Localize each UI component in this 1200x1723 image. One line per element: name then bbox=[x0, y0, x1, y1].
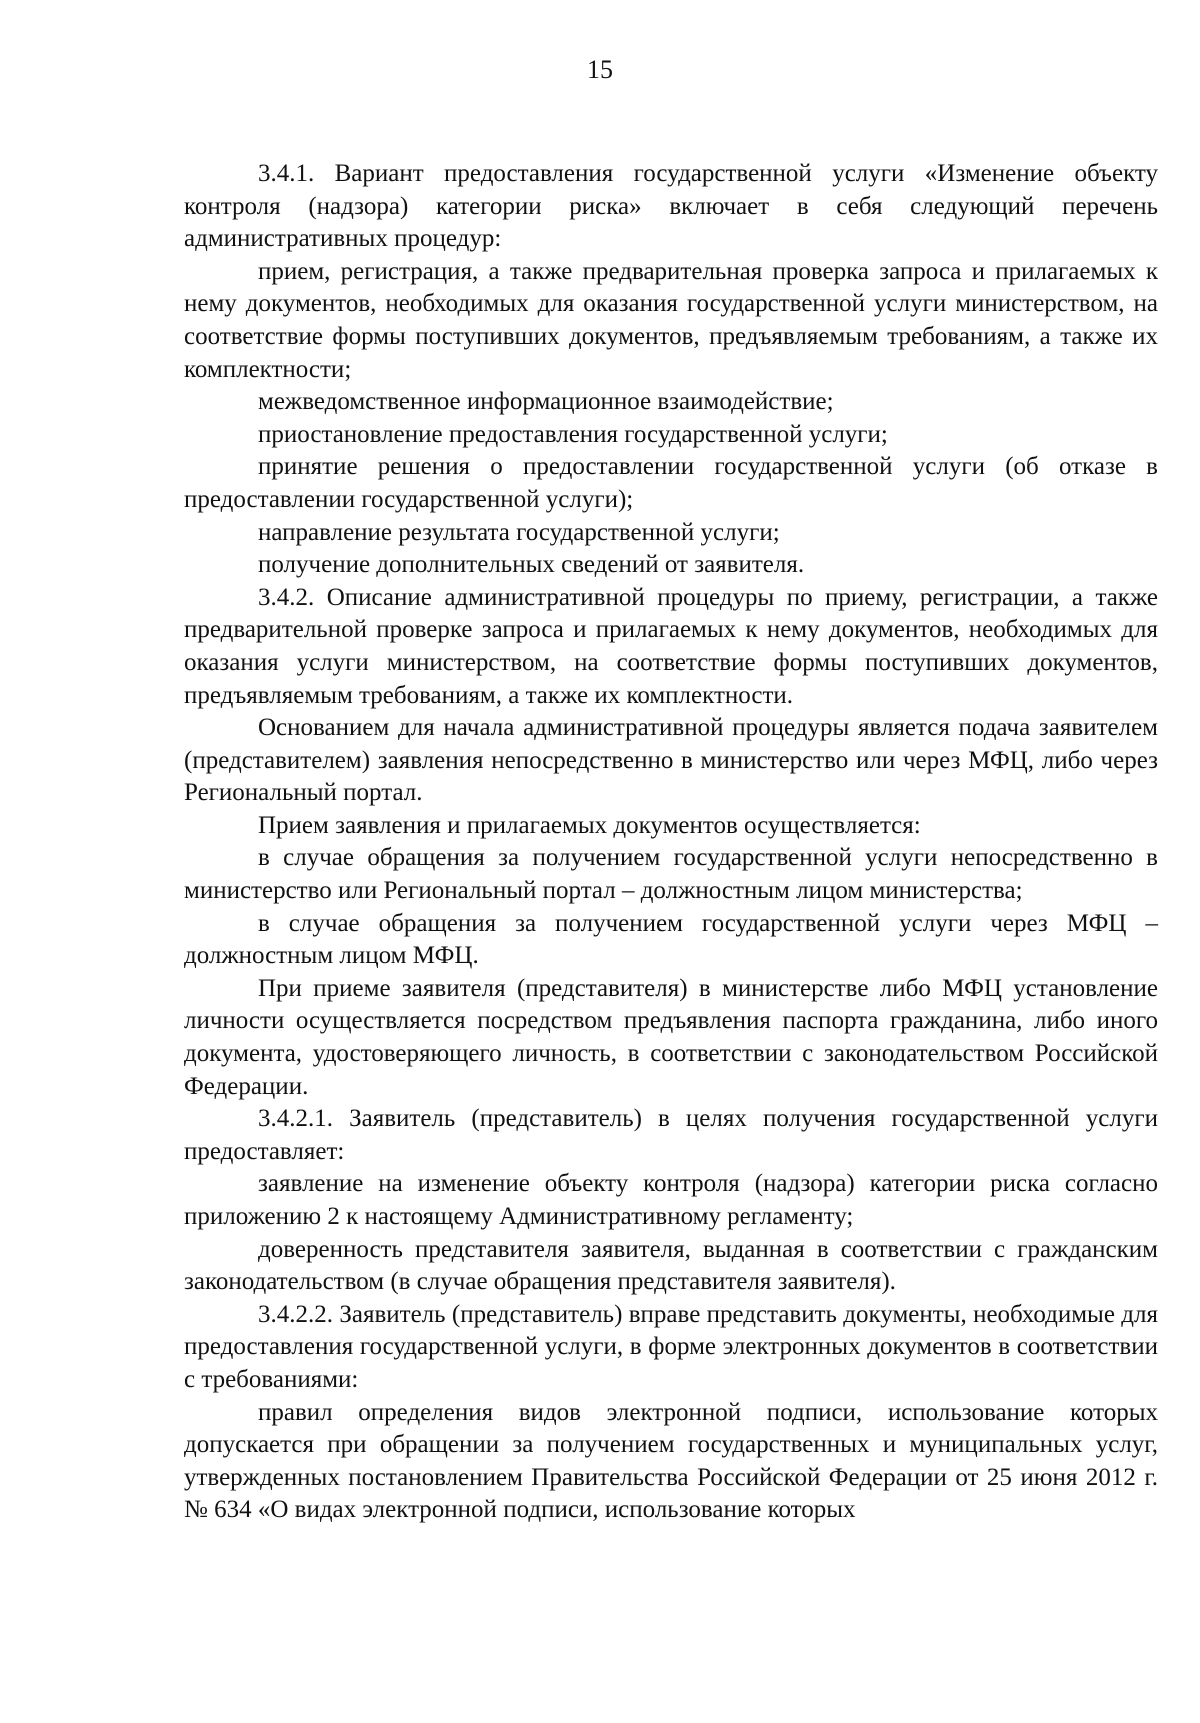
paragraph-reception: Прием заявления и прилагаемых документов осуществляется: bbox=[258, 811, 921, 839]
document-body bbox=[184, 158, 1158, 1527]
paragraph-3-4-2-2: 3.4.2.2. Заявитель (представитель) вправе представить документы, необходимые для предоставления государственной услуги, в форме электронных документов в соответствии с требованиями: bbox=[184, 1300, 1158, 1393]
paragraph-grounds: Основанием для начала административной процедуры является подача заявителем (представителем) заявления непосредственно в министерство или через МФЦ, либо через Региональный портал. bbox=[184, 714, 1158, 807]
list-item-result-delivery: направление результата государственной услуги; bbox=[258, 518, 780, 546]
page-number: 15 bbox=[587, 55, 613, 84]
list-item-additional-info: получение дополнительных сведений от заявителя. bbox=[258, 551, 805, 579]
paragraph-3-4-2: 3.4.2. Описание административной процедуры по приему, регистрации, а также предварительной проверке запроса и прилагаемых к нему документов, необходимых для оказания услуги министерством, на соответствие формы поступивших документов, предъявляемым требованиям, а также их комплектности. bbox=[184, 583, 1158, 709]
list-item-power-of-attorney: доверенность представителя заявителя, выданная в соответствии с гражданским законодательством (в случае обращения представителя заявителя). bbox=[184, 1235, 1158, 1296]
list-item-ministry: в случае обращения за получением государственной услуги непосредственно в министерство или Региональный портал – должностным лицом министерства; bbox=[184, 844, 1158, 905]
list-item-mfc: в случае обращения за получением государственной услуги через МФЦ – должностным лицом МФЦ. bbox=[184, 909, 1158, 970]
list-item-suspension: приостановление предоставления государственной услуги; bbox=[258, 420, 888, 448]
list-item-reception: прием, регистрация, а также предварительная проверка запроса и прилагаемых к нему документов, необходимых для оказания государственной услуги министерством, на соответствие формы поступивших документов, предъявляемым требованиям, а также их комплектности; bbox=[184, 257, 1158, 383]
list-item-interaction: межведомственное информационное взаимодействие; bbox=[258, 388, 834, 416]
list-item-decision: принятие решения о предоставлении государственной услуги (об отказе в предоставлении государственной услуги); bbox=[184, 453, 1158, 513]
list-item-application: заявление на изменение объекту контроля (надзора) категории риска согласно приложению 2 к настоящему Административному регламенту; bbox=[184, 1170, 1158, 1230]
paragraph-identification: При приеме заявителя (представителя) в министерстве либо МФЦ установление личности осуществляется посредством предъявления паспорта гражданина, либо иного документа, удостоверяющего личность, в соответствии с законодательством Российской Федерации. bbox=[184, 974, 1158, 1100]
paragraph-3-4-2-1: 3.4.2.1. Заявитель (представитель) в целях получения государственной услуги предоставляет: bbox=[184, 1105, 1158, 1165]
paragraph-3-4-1: 3.4.1. Вариант предоставления государственной услуги «Изменение объекту контроля (надзора) категории риска» включает в себя следующий перечень административных процедур: bbox=[184, 160, 1158, 253]
paragraph-signature-rules: правил определения видов электронной подписи, использование которых допускается при обращении за получением государственных и муниципальных услуг, утвержденных постановлением Правительства Российской Федерации от 25 июня 2012 г. № 634 «О видах электронной подписи, использование которых bbox=[184, 1398, 1158, 1524]
